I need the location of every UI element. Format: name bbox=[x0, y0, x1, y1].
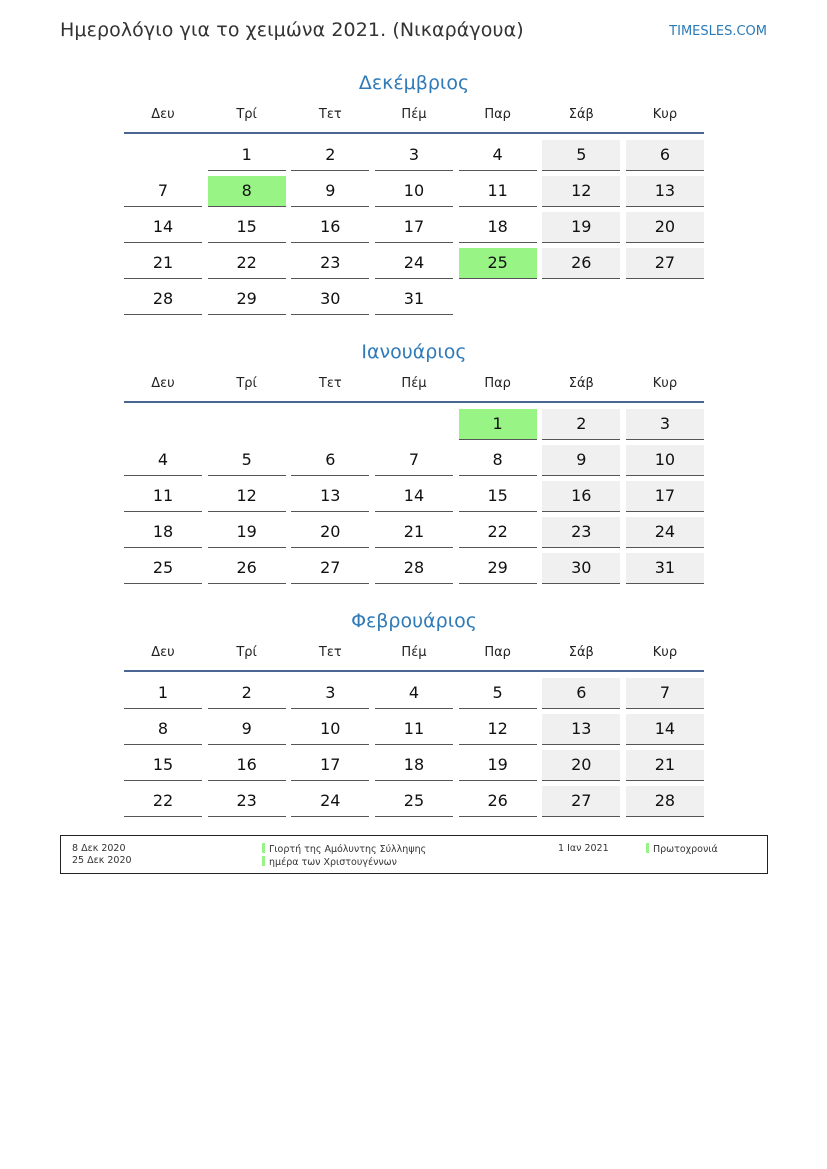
day-cell: 26 bbox=[459, 786, 537, 817]
day-cell: 28 bbox=[124, 284, 202, 315]
day-cell: 11 bbox=[124, 481, 202, 512]
day-cell: 2 bbox=[208, 678, 286, 709]
week-row bbox=[124, 515, 704, 551]
weekday-label: Κυρ bbox=[652, 376, 678, 391]
day-cell: 13 bbox=[291, 481, 369, 512]
week-row bbox=[124, 282, 704, 318]
day-cell: 17 bbox=[626, 481, 704, 512]
day-cell: 15 bbox=[124, 750, 202, 781]
weekday-label: Πέμ bbox=[401, 645, 427, 660]
site-link[interactable]: TIMESLES.COM bbox=[669, 24, 767, 39]
month-title: Ιανουάριος bbox=[361, 341, 467, 363]
day-cell: 3 bbox=[375, 140, 453, 171]
empty-day-cell bbox=[459, 284, 537, 314]
weekday-label: Τετ bbox=[318, 107, 342, 122]
legend-names-left bbox=[262, 843, 426, 869]
day-cell: 27 bbox=[291, 553, 369, 584]
day-cell: 7 bbox=[124, 176, 202, 207]
day-cell: 14 bbox=[375, 481, 453, 512]
day-cell: 21 bbox=[375, 517, 453, 548]
empty-day-cell bbox=[291, 409, 369, 439]
day-cell: 23 bbox=[208, 786, 286, 817]
day-cell: 12 bbox=[208, 481, 286, 512]
weekday-label: Σάβ bbox=[568, 107, 594, 122]
day-cell: 16 bbox=[542, 481, 620, 512]
day-cell: 22 bbox=[459, 517, 537, 548]
holiday-marker bbox=[262, 856, 265, 866]
month-title: Φεβρουάριος bbox=[351, 610, 477, 632]
day-cell: 4 bbox=[459, 140, 537, 171]
weekday-label: Δευ bbox=[151, 645, 175, 660]
legend-dates-left bbox=[72, 843, 132, 867]
day-cell: 2 bbox=[291, 140, 369, 171]
day-cell: 12 bbox=[542, 176, 620, 207]
day-cell: 13 bbox=[542, 714, 620, 745]
weekday-label: Κυρ bbox=[652, 645, 678, 660]
legend-date: 1 Ιαν 2021 bbox=[558, 843, 609, 854]
day-cell: 6 bbox=[291, 445, 369, 476]
day-cell: 3 bbox=[291, 678, 369, 709]
legend-date: 8 Δεκ 2020 bbox=[72, 843, 126, 854]
day-cell: 5 bbox=[459, 678, 537, 709]
day-cell: 15 bbox=[208, 212, 286, 243]
day-cell: 20 bbox=[291, 517, 369, 548]
weekday-label: Παρ bbox=[484, 107, 511, 122]
day-cell: 23 bbox=[542, 517, 620, 548]
day-cell: 31 bbox=[626, 553, 704, 584]
day-cell: 31 bbox=[375, 284, 453, 315]
day-cell: 19 bbox=[208, 517, 286, 548]
day-cell: 2 bbox=[542, 409, 620, 440]
weekday-header bbox=[124, 98, 704, 134]
day-cell: 7 bbox=[626, 678, 704, 709]
weekday-label: Κυρ bbox=[652, 107, 678, 122]
day-cell: 17 bbox=[291, 750, 369, 781]
legend-names-right bbox=[646, 843, 718, 856]
day-cell: 27 bbox=[626, 248, 704, 279]
day-cell: 25 bbox=[459, 248, 537, 279]
weekday-label: Τρί bbox=[236, 107, 257, 122]
legend-holiday-name: ημέρα των Χριστουγέννων bbox=[269, 857, 397, 868]
day-cell: 3 bbox=[626, 409, 704, 440]
day-cell: 12 bbox=[459, 714, 537, 745]
day-cell: 1 bbox=[124, 678, 202, 709]
empty-day-cell bbox=[626, 284, 704, 314]
day-cell: 11 bbox=[375, 714, 453, 745]
day-cell: 26 bbox=[542, 248, 620, 279]
day-cell: 25 bbox=[375, 786, 453, 817]
day-cell: 14 bbox=[626, 714, 704, 745]
day-cell: 27 bbox=[542, 786, 620, 817]
weeks-grid bbox=[124, 407, 704, 587]
week-row bbox=[124, 210, 704, 246]
weekday-label: Πέμ bbox=[401, 376, 427, 391]
day-cell: 25 bbox=[124, 553, 202, 584]
day-cell: 10 bbox=[626, 445, 704, 476]
weekday-label: Δευ bbox=[151, 107, 175, 122]
month-title: Δεκέμβριος bbox=[358, 72, 470, 94]
day-cell: 18 bbox=[459, 212, 537, 243]
day-cell: 22 bbox=[208, 248, 286, 279]
holiday-marker bbox=[646, 843, 649, 853]
day-cell: 1 bbox=[208, 140, 286, 171]
day-cell: 21 bbox=[626, 750, 704, 781]
day-cell: 24 bbox=[626, 517, 704, 548]
day-cell: 11 bbox=[459, 176, 537, 207]
month-december bbox=[124, 68, 704, 318]
day-cell: 5 bbox=[542, 140, 620, 171]
day-cell: 6 bbox=[626, 140, 704, 171]
week-row bbox=[124, 407, 704, 443]
day-cell: 8 bbox=[208, 176, 286, 207]
day-cell: 23 bbox=[291, 248, 369, 279]
day-cell: 4 bbox=[375, 678, 453, 709]
day-cell: 30 bbox=[542, 553, 620, 584]
week-row bbox=[124, 443, 704, 479]
weekday-label: Παρ bbox=[484, 645, 511, 660]
day-cell: 26 bbox=[208, 553, 286, 584]
day-cell: 24 bbox=[375, 248, 453, 279]
day-cell: 20 bbox=[542, 750, 620, 781]
day-cell: 1 bbox=[459, 409, 537, 440]
day-cell: 29 bbox=[208, 284, 286, 315]
weekday-label: Παρ bbox=[484, 376, 511, 391]
day-cell: 30 bbox=[291, 284, 369, 315]
day-cell: 17 bbox=[375, 212, 453, 243]
day-cell: 6 bbox=[542, 678, 620, 709]
day-cell: 16 bbox=[291, 212, 369, 243]
weekday-label: Σάβ bbox=[568, 376, 594, 391]
day-cell: 9 bbox=[208, 714, 286, 745]
empty-day-cell bbox=[124, 140, 202, 170]
holiday-marker bbox=[262, 843, 265, 853]
day-cell: 28 bbox=[375, 553, 453, 584]
week-row bbox=[124, 174, 704, 210]
day-cell: 14 bbox=[124, 212, 202, 243]
day-cell: 22 bbox=[124, 786, 202, 817]
empty-day-cell bbox=[375, 409, 453, 439]
legend-date: 25 Δεκ 2020 bbox=[72, 855, 132, 866]
holiday-legend bbox=[60, 835, 768, 874]
weekday-label: Σάβ bbox=[568, 645, 594, 660]
weekday-label: Δευ bbox=[151, 376, 175, 391]
day-cell: 10 bbox=[291, 714, 369, 745]
week-row bbox=[124, 784, 704, 820]
page-title: Ημερολόγιο για το χειμώνα 2021. (Νικαράγουα) bbox=[60, 19, 524, 41]
day-cell: 8 bbox=[459, 445, 537, 476]
day-cell: 18 bbox=[124, 517, 202, 548]
empty-day-cell bbox=[208, 409, 286, 439]
day-cell: 24 bbox=[291, 786, 369, 817]
week-row bbox=[124, 712, 704, 748]
day-cell: 4 bbox=[124, 445, 202, 476]
weekday-label: Τετ bbox=[318, 376, 342, 391]
day-cell: 28 bbox=[626, 786, 704, 817]
day-cell: 8 bbox=[124, 714, 202, 745]
weekday-label: Τρί bbox=[236, 376, 257, 391]
day-cell: 9 bbox=[291, 176, 369, 207]
week-row bbox=[124, 676, 704, 712]
weekday-label: Τετ bbox=[318, 645, 342, 660]
day-cell: 9 bbox=[542, 445, 620, 476]
day-cell: 13 bbox=[626, 176, 704, 207]
legend-holiday-name: Πρωτοχρονιά bbox=[653, 844, 718, 855]
weekday-label: Τρί bbox=[236, 645, 257, 660]
weekday-header bbox=[124, 636, 704, 672]
week-row bbox=[124, 138, 704, 174]
day-cell: 16 bbox=[208, 750, 286, 781]
empty-day-cell bbox=[542, 284, 620, 314]
legend-dates-right bbox=[558, 843, 609, 855]
weekday-label: Πέμ bbox=[401, 107, 427, 122]
week-row bbox=[124, 551, 704, 587]
month-february bbox=[124, 606, 704, 820]
day-cell: 5 bbox=[208, 445, 286, 476]
day-cell: 18 bbox=[375, 750, 453, 781]
day-cell: 19 bbox=[459, 750, 537, 781]
day-cell: 29 bbox=[459, 553, 537, 584]
week-row bbox=[124, 479, 704, 515]
weekday-header bbox=[124, 367, 704, 403]
weeks-grid bbox=[124, 676, 704, 820]
day-cell: 15 bbox=[459, 481, 537, 512]
empty-day-cell bbox=[124, 409, 202, 439]
day-cell: 10 bbox=[375, 176, 453, 207]
week-row bbox=[124, 246, 704, 282]
legend-holiday-name: Γιορτή της Αμόλυντης Σύλληψης bbox=[269, 844, 427, 855]
weeks-grid bbox=[124, 138, 704, 318]
day-cell: 19 bbox=[542, 212, 620, 243]
day-cell: 20 bbox=[626, 212, 704, 243]
week-row bbox=[124, 748, 704, 784]
month-january bbox=[124, 337, 704, 587]
day-cell: 21 bbox=[124, 248, 202, 279]
day-cell: 7 bbox=[375, 445, 453, 476]
